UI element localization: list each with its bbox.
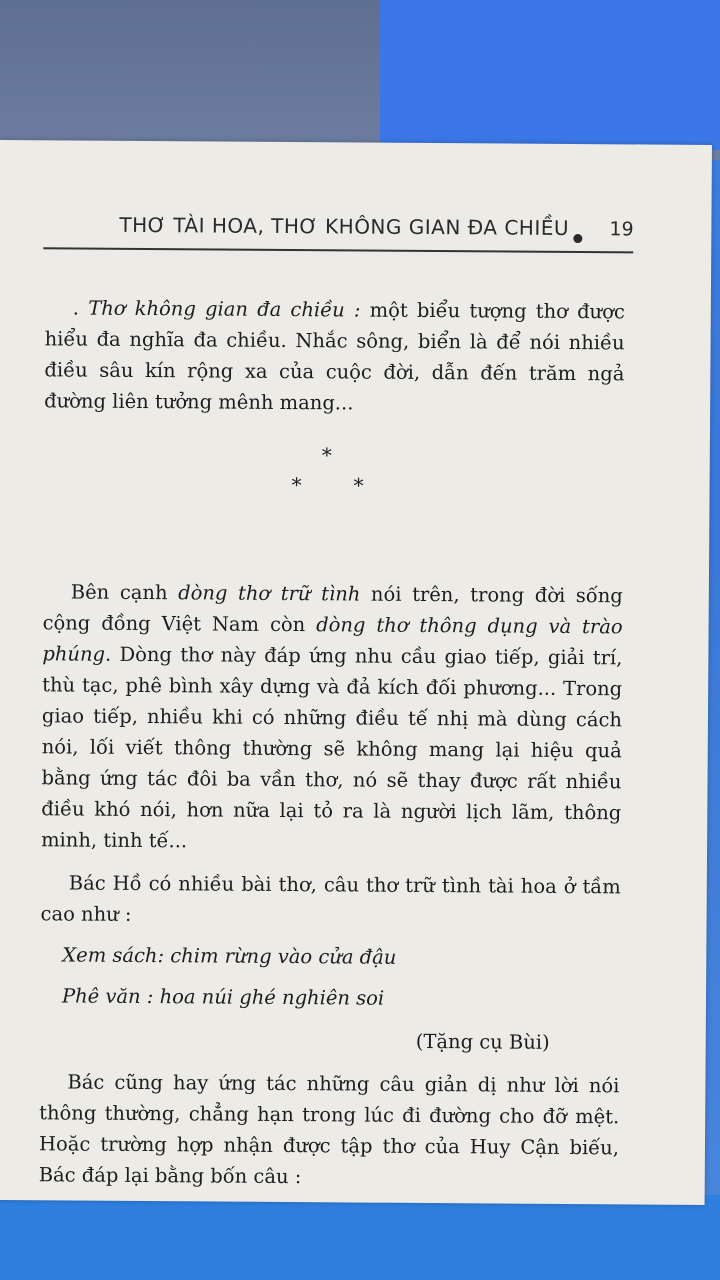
- background-table: [0, 1195, 720, 1280]
- paragraph-dong-tho: [41, 576, 623, 859]
- header-bullet-icon: [573, 234, 582, 243]
- page-number: 19: [609, 218, 634, 241]
- p1-italic-d: dòng thơ thông dụng và trào phúng: [42, 613, 623, 666]
- header-title: THƠ TÀI HOA, THƠ KHÔNG GIAN ĐA CHIỀU: [119, 212, 570, 240]
- asterisk-top: *: [321, 443, 332, 468]
- paragraph-bac-ho: Bác Hồ có nhiều bài thơ, câu thơ trữ tình tài hoa ở tầm cao như :: [40, 871, 621, 926]
- verse-credit: (Tặng cụ Bùi): [415, 1029, 550, 1054]
- section1-lead: Thơ không gian đa chiều :: [88, 296, 361, 322]
- p1-text-a: Bên cạnh: [70, 580, 179, 605]
- verse-line-1: Xem sách: chim rừng vào cửa đậu: [62, 943, 397, 969]
- background-blue-panel: [380, 0, 720, 150]
- p1-italic-b: dòng thơ trữ tình: [178, 581, 361, 606]
- section1-text: một biểu tượng thơ được hiểu đa nghĩa đa chiều. Nhắc sông, biển là để nói nhiều điều sâu kín rộng xa của cuộc đời, dẫn đến trăm ngả đường liên tưởng mênh mang...: [44, 298, 625, 415]
- header-rule: [43, 247, 633, 253]
- bullet-dot: .: [72, 296, 80, 320]
- p1-text-e: . Dòng thơ này đáp ứng nhu cầu giao tiếp, giải trí, thù tạc, phê bình xây dựng và đả kích đối phương... Trong giao tiếp, nhiều khi có những điều tế nhị mà dùng cách nói, lối viết thông thường sẽ không mang lại hiệu quả bằng ứng tác đôi ba vần thơ, nó sẽ thay được rất nhiều điều khó nói, hơn nữa lại tỏ ra là người lịch lãm, thông minh, tinh tế...: [41, 642, 623, 853]
- verse-line-2: Phê văn : hoa núi ghé nghiên soi: [61, 984, 385, 1010]
- running-header: [43, 200, 633, 260]
- asterisk-left: *: [291, 473, 302, 498]
- section-separator: [43, 430, 624, 554]
- page-body: [39, 292, 625, 1194]
- paragraph-section1: [44, 292, 625, 420]
- paragraph-ung-tac: Bác cũng hay ứng tác những câu giản dị như lời nói thông thường, chẳng hạn trong lúc đi đường cho đỡ mệt. Hoặc trường hợp nhận được tập thơ của Huy Cận biếu, Bác đáp lại bằng bốn câu :: [38, 1070, 620, 1189]
- book-page: [0, 140, 712, 1205]
- p1-text-c: nói trên, trong đời sống cộng đồng Việt Nam còn: [42, 582, 623, 637]
- asterisk-right: *: [353, 473, 364, 498]
